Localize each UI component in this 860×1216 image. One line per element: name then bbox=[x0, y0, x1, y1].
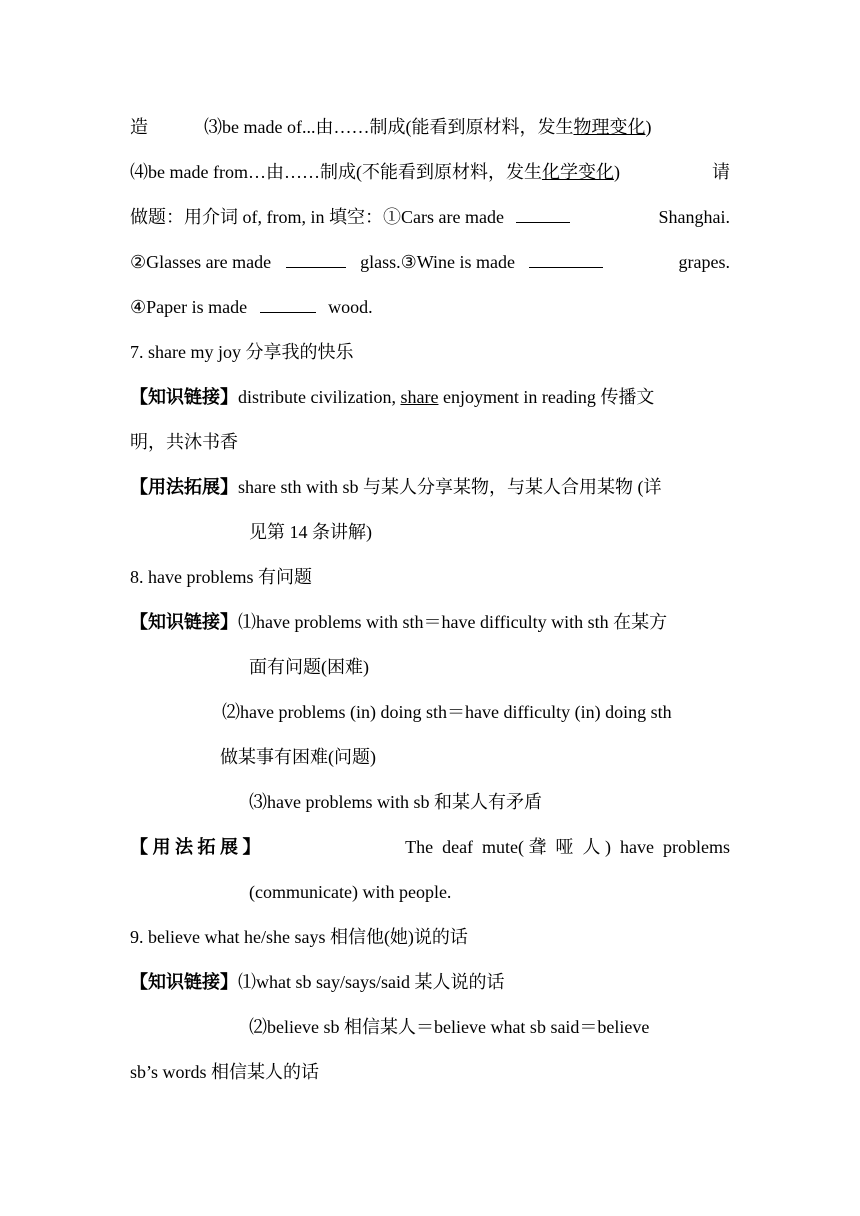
text-line-13: 面有问题(困难) bbox=[249, 657, 369, 677]
text-segment: glass.③Wine is made bbox=[360, 252, 515, 272]
text-line-17 bbox=[130, 825, 730, 870]
text-segment: ⑴what sb say/says/said 某人说的话 bbox=[238, 972, 505, 992]
text-line-15: 做某事有困难(问题) bbox=[220, 747, 376, 767]
text-segment: ) bbox=[645, 117, 652, 137]
text-segment: 做题：用介词 of, from, in 填空：①Cars are made bbox=[130, 207, 504, 227]
section-heading-8: 8. have problems 有问题 bbox=[130, 567, 312, 587]
label-usage-extension: 【用法拓展】 bbox=[130, 477, 238, 497]
text-line-4 bbox=[130, 240, 730, 285]
text-segment: The deaf mute( 聋 哑 人 ) have problems bbox=[405, 837, 730, 857]
text-line-16: ⑶have problems with sb 和某人有矛盾 bbox=[249, 792, 542, 812]
text-segment: distribute civilization, bbox=[238, 387, 401, 407]
text-segment: ⑷be made from…由……制成(不能看到原材料，发生 bbox=[130, 162, 542, 182]
text-line-22: sb’s words 相信某人的话 bbox=[130, 1062, 320, 1082]
text-segment: 请 bbox=[712, 162, 730, 182]
text-line-1 bbox=[130, 105, 730, 150]
text-segment: ④Paper is made bbox=[130, 297, 248, 317]
fill-blank[interactable] bbox=[516, 206, 570, 223]
text-segment: Shanghai. bbox=[658, 207, 730, 227]
fill-blank[interactable] bbox=[286, 251, 346, 268]
underlined-term: share bbox=[400, 387, 439, 407]
text-line-2 bbox=[130, 150, 730, 195]
text-segment: ②Glasses are made bbox=[130, 252, 272, 272]
text-line-10: 见第 14 条讲解) bbox=[249, 522, 372, 542]
text-segment: wood. bbox=[328, 297, 373, 317]
text-line-5 bbox=[130, 285, 730, 330]
section-heading-7: 7. share my joy 分享我的快乐 bbox=[130, 342, 354, 362]
text-line-3 bbox=[130, 195, 730, 240]
label-knowledge-link: 【知识链接】 bbox=[130, 387, 238, 407]
section-heading-9: 9. believe what he/she says 相信他(她)说的话 bbox=[130, 927, 468, 947]
text-segment: 造 bbox=[130, 117, 148, 137]
text-segment: grapes. bbox=[678, 252, 730, 272]
fill-blank[interactable] bbox=[529, 251, 603, 268]
label-knowledge-link: 【知识链接】 bbox=[130, 972, 238, 992]
fill-blank[interactable] bbox=[260, 296, 316, 313]
label-knowledge-link: 【知识链接】 bbox=[130, 612, 238, 632]
text-segment: ⑴have problems with sth＝have difficulty with sth 在某方 bbox=[238, 612, 668, 632]
text-line-12 bbox=[130, 600, 730, 645]
text-segment: share sth with sb 与某人分享某物，与某人合用某物 (详 bbox=[238, 477, 662, 497]
text-line-8: 明，共沐书香 bbox=[130, 432, 238, 452]
underlined-term: 物理变化 bbox=[573, 117, 646, 137]
text-line-9 bbox=[130, 465, 730, 510]
text-line-21: ⑵believe sb 相信某人＝believe what sb said＝believe bbox=[249, 1017, 650, 1037]
text-line-20 bbox=[130, 960, 730, 1005]
text-line-14: ⑵have problems (in) doing sth＝have difficulty (in) doing sth bbox=[222, 702, 672, 722]
label-usage-extension: 【 用 法 拓 展 】 bbox=[130, 837, 261, 857]
text-segment: ) bbox=[613, 162, 620, 182]
text-segment: ⑶be made of...由……制成(能看到原材料，发生 bbox=[204, 117, 574, 137]
text-line-18: (communicate) with people. bbox=[249, 882, 452, 902]
text-line-7 bbox=[130, 375, 730, 420]
text-segment: enjoyment in reading 传播文 bbox=[438, 387, 655, 407]
underlined-term: 化学变化 bbox=[541, 162, 614, 182]
